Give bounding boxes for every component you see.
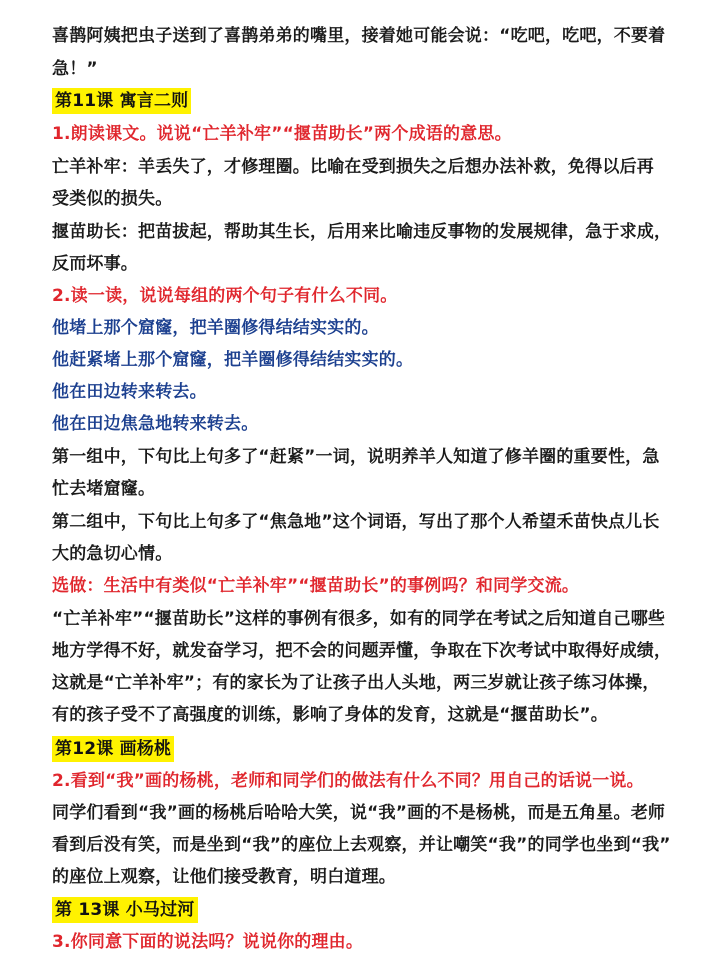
lesson-13-title: 第 13课 小马过河 — [52, 897, 198, 923]
answer-line: 第一组中，下句比上句多了“赶紧”一词，说明养羊人知道了修羊圈的重要性，急 — [52, 447, 660, 467]
example-sentence: 他赶紧堵上那个窟窿，把羊圈修得结结实实的。 — [52, 350, 414, 370]
lesson-13-heading — [52, 897, 692, 923]
intro-line-2: 急！” — [52, 59, 98, 79]
answer-line: 有的孩子受不了高强度的训练，影响了身体的发育，这就是“揠苗助长”。 — [52, 705, 608, 725]
lesson-11-optional-question: 选做：生活中有类似“亡羊补牢”“揠苗助长”的事例吗？和同学交流。 — [52, 576, 580, 596]
answer-line: 亡羊补牢：羊丢失了，才修理圈。比喻在受到损失之后想办法补救，免得以后再 — [52, 157, 654, 177]
lesson-12-title: 第12课 画杨桃 — [52, 736, 174, 762]
answer-line: 同学们看到“我”画的杨桃后哈哈大笑，说“我”画的不是杨桃，而是五角星。老师 — [52, 803, 666, 823]
answer-line: 受类似的损失。 — [52, 189, 173, 209]
lesson-13-question-3: 3.你同意下面的说法吗？说说你的理由。 — [52, 932, 364, 952]
lesson-11-heading — [52, 88, 692, 114]
answer-line: 大的急切心情。 — [52, 544, 173, 564]
answer-line: 这就是“亡羊补牢”；有的家长为了让孩子出人头地，两三岁就让孩子练习体操， — [52, 673, 660, 693]
answer-line: 反而坏事。 — [52, 254, 138, 274]
lesson-11-title: 第11课 寓言二则 — [52, 88, 191, 114]
lesson-12-heading — [52, 736, 692, 762]
lesson-11-question-2: 2.读一读，说说每组的两个句子有什么不同。 — [52, 286, 398, 306]
intro-line-1: 喜鹊阿姨把虫子送到了喜鹊弟弟的嘴里，接着她可能会说：“吃吧，吃吧，不要着 — [52, 26, 666, 46]
lesson-12-question-2: 2.看到“我”画的杨桃，老师和同学们的做法有什么不同？用自己的话说一说。 — [52, 771, 644, 791]
answer-line: 地方学得不好，就发奋学习，把不会的问题弄懂，争取在下次考试中取得好成绩， — [52, 641, 672, 661]
answer-line: 揠苗助长：把苗拔起，帮助其生长，后用来比喻违反事物的发展规律，急于求成， — [52, 222, 672, 242]
lesson-11-question-1: 1.朗读课文。说说“亡羊补牢”“揠苗助长”两个成语的意思。 — [52, 124, 512, 144]
answer-line: 第二组中，下句比上句多了“焦急地”这个词语，写出了那个人希望禾苗快点儿长 — [52, 512, 660, 532]
example-sentence: 他在田边焦急地转来转去。 — [52, 414, 259, 434]
example-sentence: 他堵上那个窟窿，把羊圈修得结结实实的。 — [52, 318, 379, 338]
answer-line: 的座位上观察，让他们接受教育，明白道理。 — [52, 867, 396, 887]
answer-line: “亡羊补牢”“揠苗助长”这样的事例有很多，如有的同学在考试之后知道自己哪些 — [52, 609, 666, 629]
example-sentence: 他在田边转来转去。 — [52, 382, 207, 402]
answer-line: 看到后没有笑，而是坐到“我”的座位上去观察，并让嘲笑“我”的同学也坐到“我” — [52, 835, 671, 855]
answer-line: 忙去堵窟窿。 — [52, 479, 156, 499]
